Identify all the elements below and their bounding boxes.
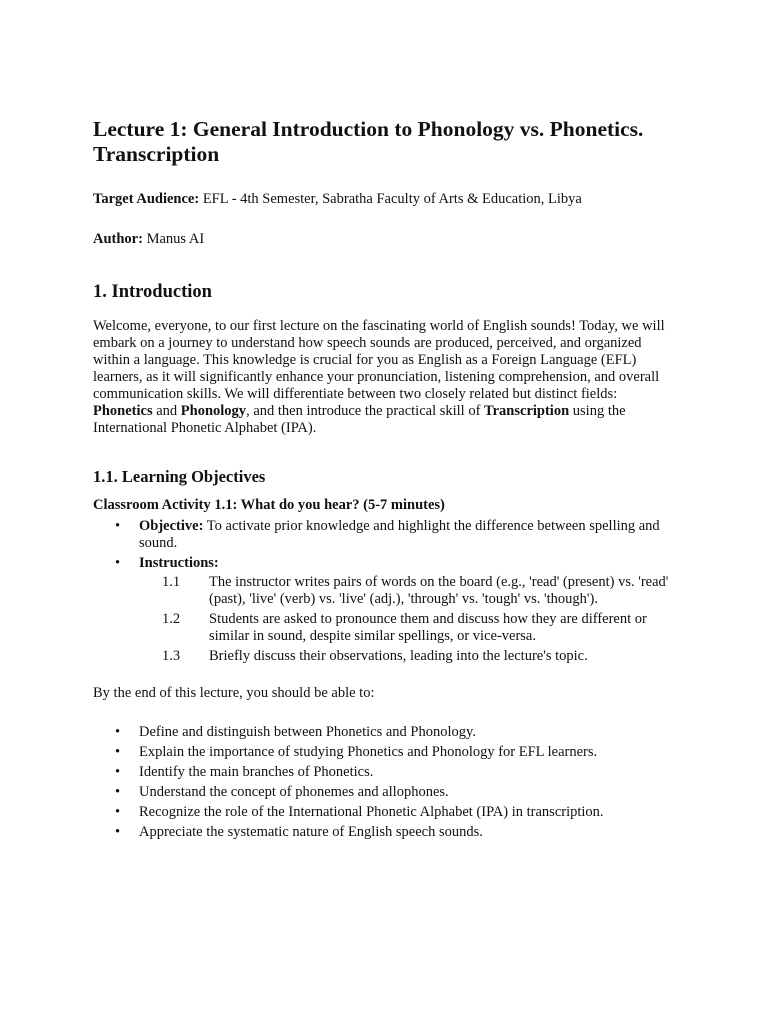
bullet-icon: •: [115, 784, 121, 800]
bullet-icon: •: [115, 555, 121, 571]
list-item: [93, 724, 678, 741]
goal-text: Identify the main branches of Phonetics.: [139, 764, 374, 780]
instruction-steps: [139, 574, 678, 665]
goal-text: Define and distinguish between Phonetics and Phonology.: [139, 724, 476, 740]
intro-bold-phonetics: Phonetics: [93, 403, 153, 419]
instruction-step: [162, 611, 678, 645]
intro-text-2: and: [152, 403, 181, 419]
goal-text: Understand the concept of phonemes and allophones.: [139, 784, 449, 800]
instructions-label: Instructions:: [139, 555, 219, 571]
bullet-icon: •: [115, 804, 121, 820]
step-number: 1.2: [162, 611, 181, 627]
goal-text: Recognize the role of the International Phonetic Alphabet (IPA) in transcription.: [139, 804, 604, 820]
instruction-step: [162, 648, 678, 665]
activity-list: [93, 518, 678, 665]
list-item: [93, 518, 678, 552]
intro-text-4: using the International Phonetic Alphabet (IPA).: [93, 403, 626, 436]
introduction-paragraph: [93, 318, 678, 437]
bullet-icon: •: [115, 824, 121, 840]
bullet-icon: •: [115, 764, 121, 780]
target-audience-value: EFL - 4th Semester, Sabratha Faculty of Arts & Education, Libya: [199, 191, 582, 207]
lecture-title: Lecture 1: General Introduction to Phonology vs. Phonetics. Transcription: [93, 117, 644, 166]
learning-goals-list: [93, 724, 678, 841]
author-label: Author:: [93, 231, 143, 247]
author-value: Manus AI: [142, 231, 205, 247]
document-content: [93, 117, 678, 844]
list-item: [93, 764, 678, 781]
instruction-step: [162, 574, 678, 608]
bullet-icon: •: [115, 744, 121, 760]
target-audience-label: Target Audience:: [93, 191, 200, 207]
list-item: [93, 744, 678, 761]
step-text: The instructor writes pairs of words on the board (e.g., 'read' (present) vs. 'read' (past), 'live' (verb) vs. 'live' (adj.), 'through' vs. 'tough' vs. 'though').: [209, 574, 669, 607]
intro-text-1: Welcome, everyone, to our first lecture on the fascinating world of English sounds! Today, we will embark on a journey to understand how speech sounds are produced, perceived, and organized within a language. This knowledge is crucial for you as English as a Foreign Language (EFL) learners, as it will significantly enhance your pronunciation, listening comprehension, and overall communication skills. We will differentiate between two closely related but distinct fields:: [93, 318, 665, 402]
intro-bold-transcription: Transcription: [484, 403, 570, 419]
bullet-icon: •: [115, 724, 121, 740]
objectives-intro-sentence: By the end of this lecture, you should be able to:: [93, 685, 375, 701]
list-item: [93, 824, 678, 841]
step-text: Briefly discuss their observations, leading into the lecture's topic.: [209, 648, 588, 664]
intro-bold-phonology: Phonology: [180, 403, 247, 419]
author-line: [93, 231, 678, 248]
step-text: Students are asked to pronounce them and discuss how they are different or similar in sound, despite similar spellings, or vice-versa.: [209, 611, 647, 644]
introduction-heading: 1. Introduction: [93, 282, 212, 302]
goal-text: Explain the importance of studying Phonetics and Phonology for EFL learners.: [139, 744, 598, 760]
list-item: [93, 784, 678, 801]
bullet-icon: •: [115, 518, 121, 534]
list-item: [93, 804, 678, 821]
goal-text: Appreciate the systematic nature of English speech sounds.: [139, 824, 483, 840]
objective-label: Objective:: [139, 518, 204, 534]
activity-title: Classroom Activity 1.1: What do you hear? (5-7 minutes): [93, 497, 445, 513]
step-number: 1.3: [162, 648, 181, 664]
list-item: [93, 555, 678, 665]
step-number: 1.1: [162, 574, 181, 590]
target-audience-line: [93, 191, 678, 208]
intro-text-3: , and then introduce the practical skill of: [246, 403, 485, 419]
learning-objectives-heading: 1.1. Learning Objectives: [93, 467, 266, 486]
objective-text: To activate prior knowledge and highlight the difference between spelling and sound.: [139, 518, 660, 551]
